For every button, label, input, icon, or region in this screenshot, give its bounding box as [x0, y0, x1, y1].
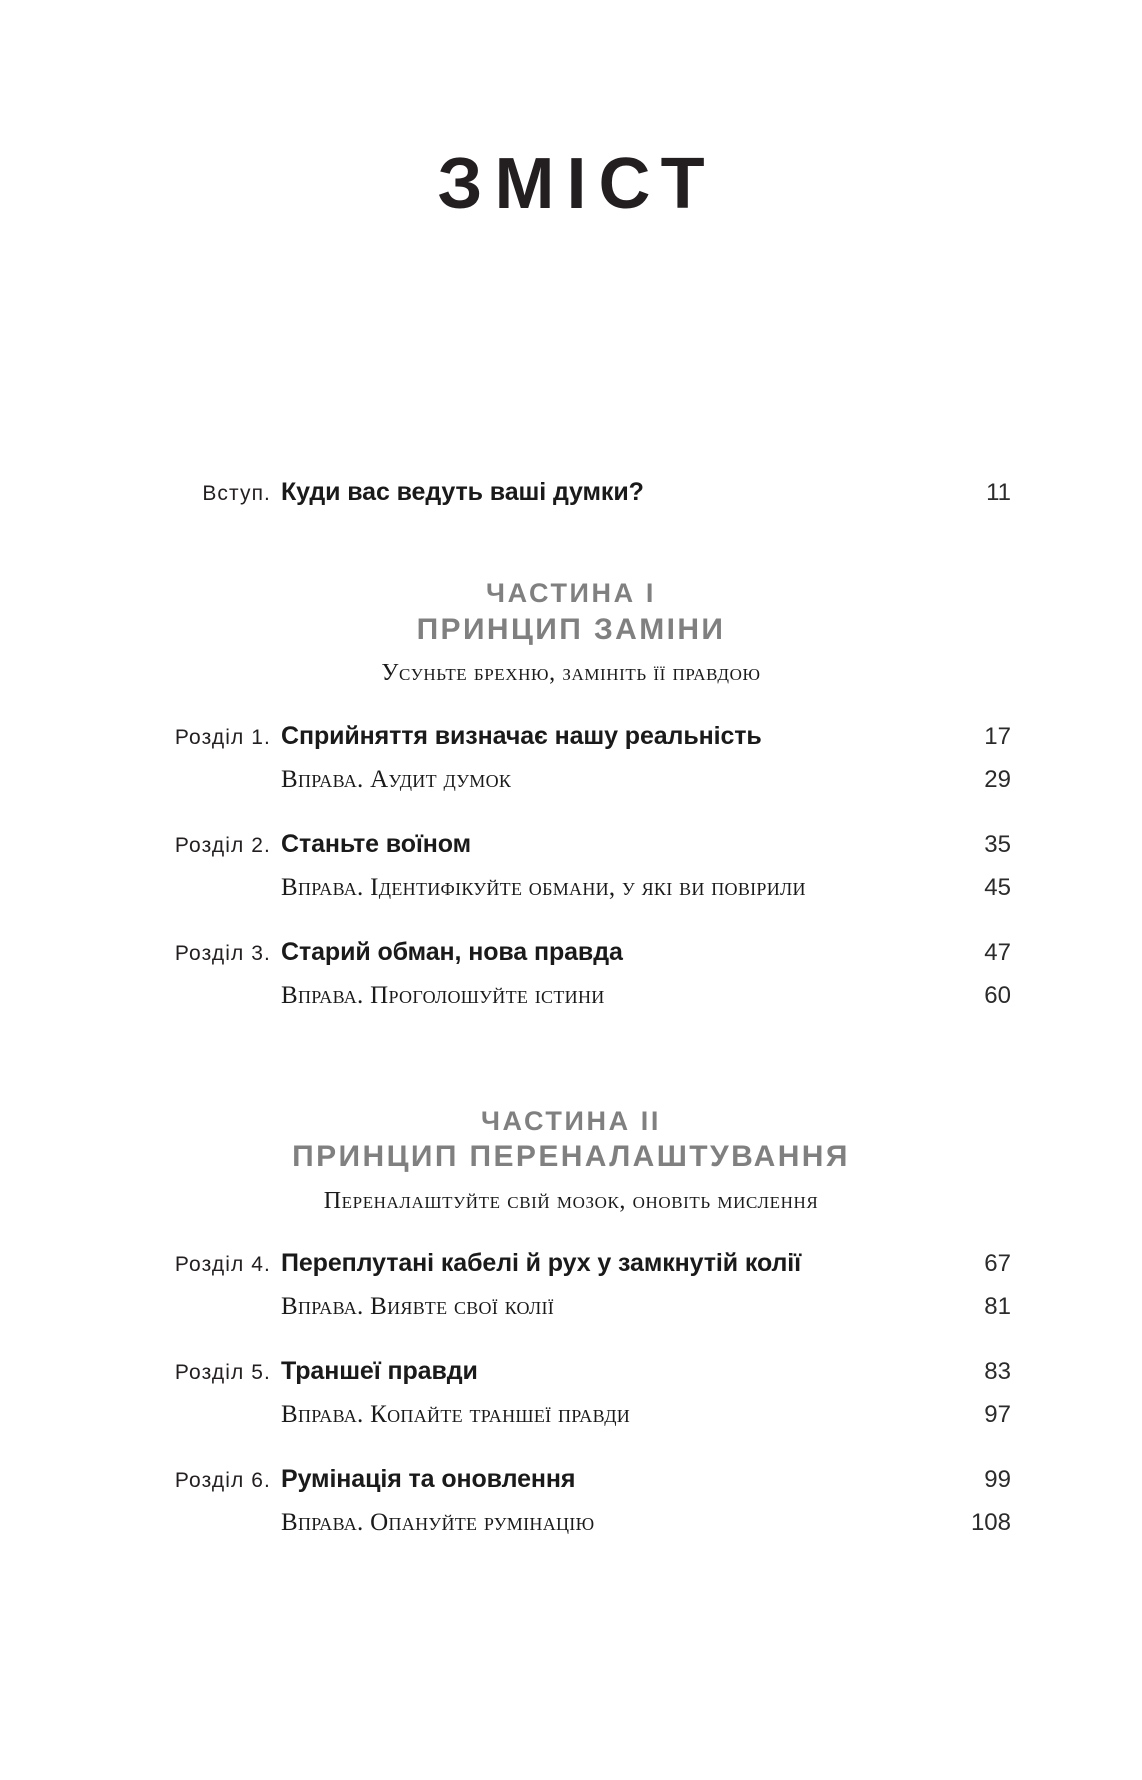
exercise-title: Вправа. Проголошуйте істини: [281, 981, 605, 1009]
part-number: ЧАСТИНА I: [486, 578, 656, 608]
entry-title: Сприйняття визначає нашу реальність: [281, 721, 762, 750]
entry-label: Розділ 5.: [174, 1361, 271, 1385]
entry-page-number: 11: [986, 479, 1011, 506]
spacer: [131, 1327, 1011, 1357]
spacer: [131, 800, 1011, 830]
toc-column: [131, 478, 1011, 1543]
part-subtitle: Усуньте брехню, замініть її правдою: [381, 659, 761, 686]
entry-page-number: 35: [984, 830, 1011, 858]
entry-label: Розділ 2.: [174, 833, 271, 857]
page-title: ЗМІСТ: [437, 144, 717, 224]
exercise-title: Вправа. Копайте траншеї правди: [281, 1401, 631, 1429]
spacer: [131, 908, 1011, 938]
entry-page-number: 67: [984, 1250, 1011, 1278]
spacer: [131, 1215, 1011, 1249]
exercise-page-number: 108: [970, 1509, 1011, 1537]
entry-title: Траншеї правди: [281, 1357, 478, 1386]
toc-content: [0, 478, 1142, 1543]
exercise-title: Вправа. Аудит думок: [281, 765, 512, 793]
toc-exercise-chapter-2[interactable]: [131, 874, 1011, 908]
exercise-page-number: 81: [984, 1293, 1011, 1321]
toc-exercise-chapter-1[interactable]: [131, 766, 1011, 800]
toc-entry-chapter-2[interactable]: [131, 830, 1011, 868]
spacer: [131, 1435, 1011, 1465]
entry-page-number: 99: [984, 1466, 1011, 1494]
toc-entry-chapter-6[interactable]: [131, 1465, 1011, 1503]
exercise-title: Вправа. Ідентифікуйте обмани, у які ви повірили: [281, 873, 806, 901]
entry-label: Розділ 4.: [174, 1253, 271, 1277]
toc-exercise-chapter-4[interactable]: [131, 1293, 1011, 1327]
exercise-title: Вправа. Опануйте румінацію: [281, 1509, 595, 1537]
exercise-page-number: 45: [984, 873, 1011, 901]
toc-entry-intro[interactable]: [131, 478, 1011, 516]
spacer: [131, 516, 1011, 576]
spacer: [131, 688, 1011, 722]
entry-title: Куди вас ведуть ваші думки?: [281, 478, 644, 506]
entry-label: Розділ 1.: [174, 725, 271, 749]
entry-page-number: 83: [984, 1358, 1011, 1386]
exercise-page-number: 97: [984, 1401, 1011, 1429]
part-name: ПРИНЦИП ЗАМІНИ: [416, 612, 726, 646]
part-heading-1: [131, 576, 1011, 688]
entry-label: Розділ 3.: [174, 941, 271, 965]
exercise-page-number: 60: [984, 981, 1011, 1009]
toc-entry-chapter-4[interactable]: [131, 1249, 1011, 1287]
entry-page-number: 47: [984, 938, 1011, 966]
entry-label: Розділ 6.: [174, 1469, 271, 1493]
toc-exercise-chapter-3[interactable]: [131, 982, 1011, 1016]
toc-exercise-chapter-6[interactable]: [131, 1509, 1011, 1543]
part-number: ЧАСТИНА II: [480, 1105, 662, 1136]
spacer: [131, 1016, 1011, 1104]
toc-entry-chapter-5[interactable]: [131, 1357, 1011, 1395]
toc-entry-chapter-3[interactable]: [131, 938, 1011, 976]
entry-page-number: 17: [984, 722, 1011, 750]
entry-title: Старий обман, нова правда: [281, 937, 623, 966]
entry-title: Переплутані кабелі й рух у замкнутій колії: [281, 1249, 802, 1278]
entry-label: Вступ.: [202, 482, 271, 505]
toc-exercise-chapter-5[interactable]: [131, 1401, 1011, 1435]
entry-title: Румінація та оновлення: [281, 1465, 576, 1494]
entry-title: Станьте воїном: [281, 829, 472, 858]
exercise-title: Вправа. Виявте свої колії: [281, 1293, 555, 1321]
toc-entry-chapter-1[interactable]: [131, 722, 1011, 760]
part-subtitle: Переналаштуйте свій мозок, оновіть мислення: [323, 1187, 819, 1214]
exercise-page-number: 29: [984, 765, 1011, 793]
part-name: ПРИНЦИП ПЕРЕНАЛАШТУВАННЯ: [292, 1140, 850, 1174]
part-heading-2: [131, 1104, 1011, 1216]
